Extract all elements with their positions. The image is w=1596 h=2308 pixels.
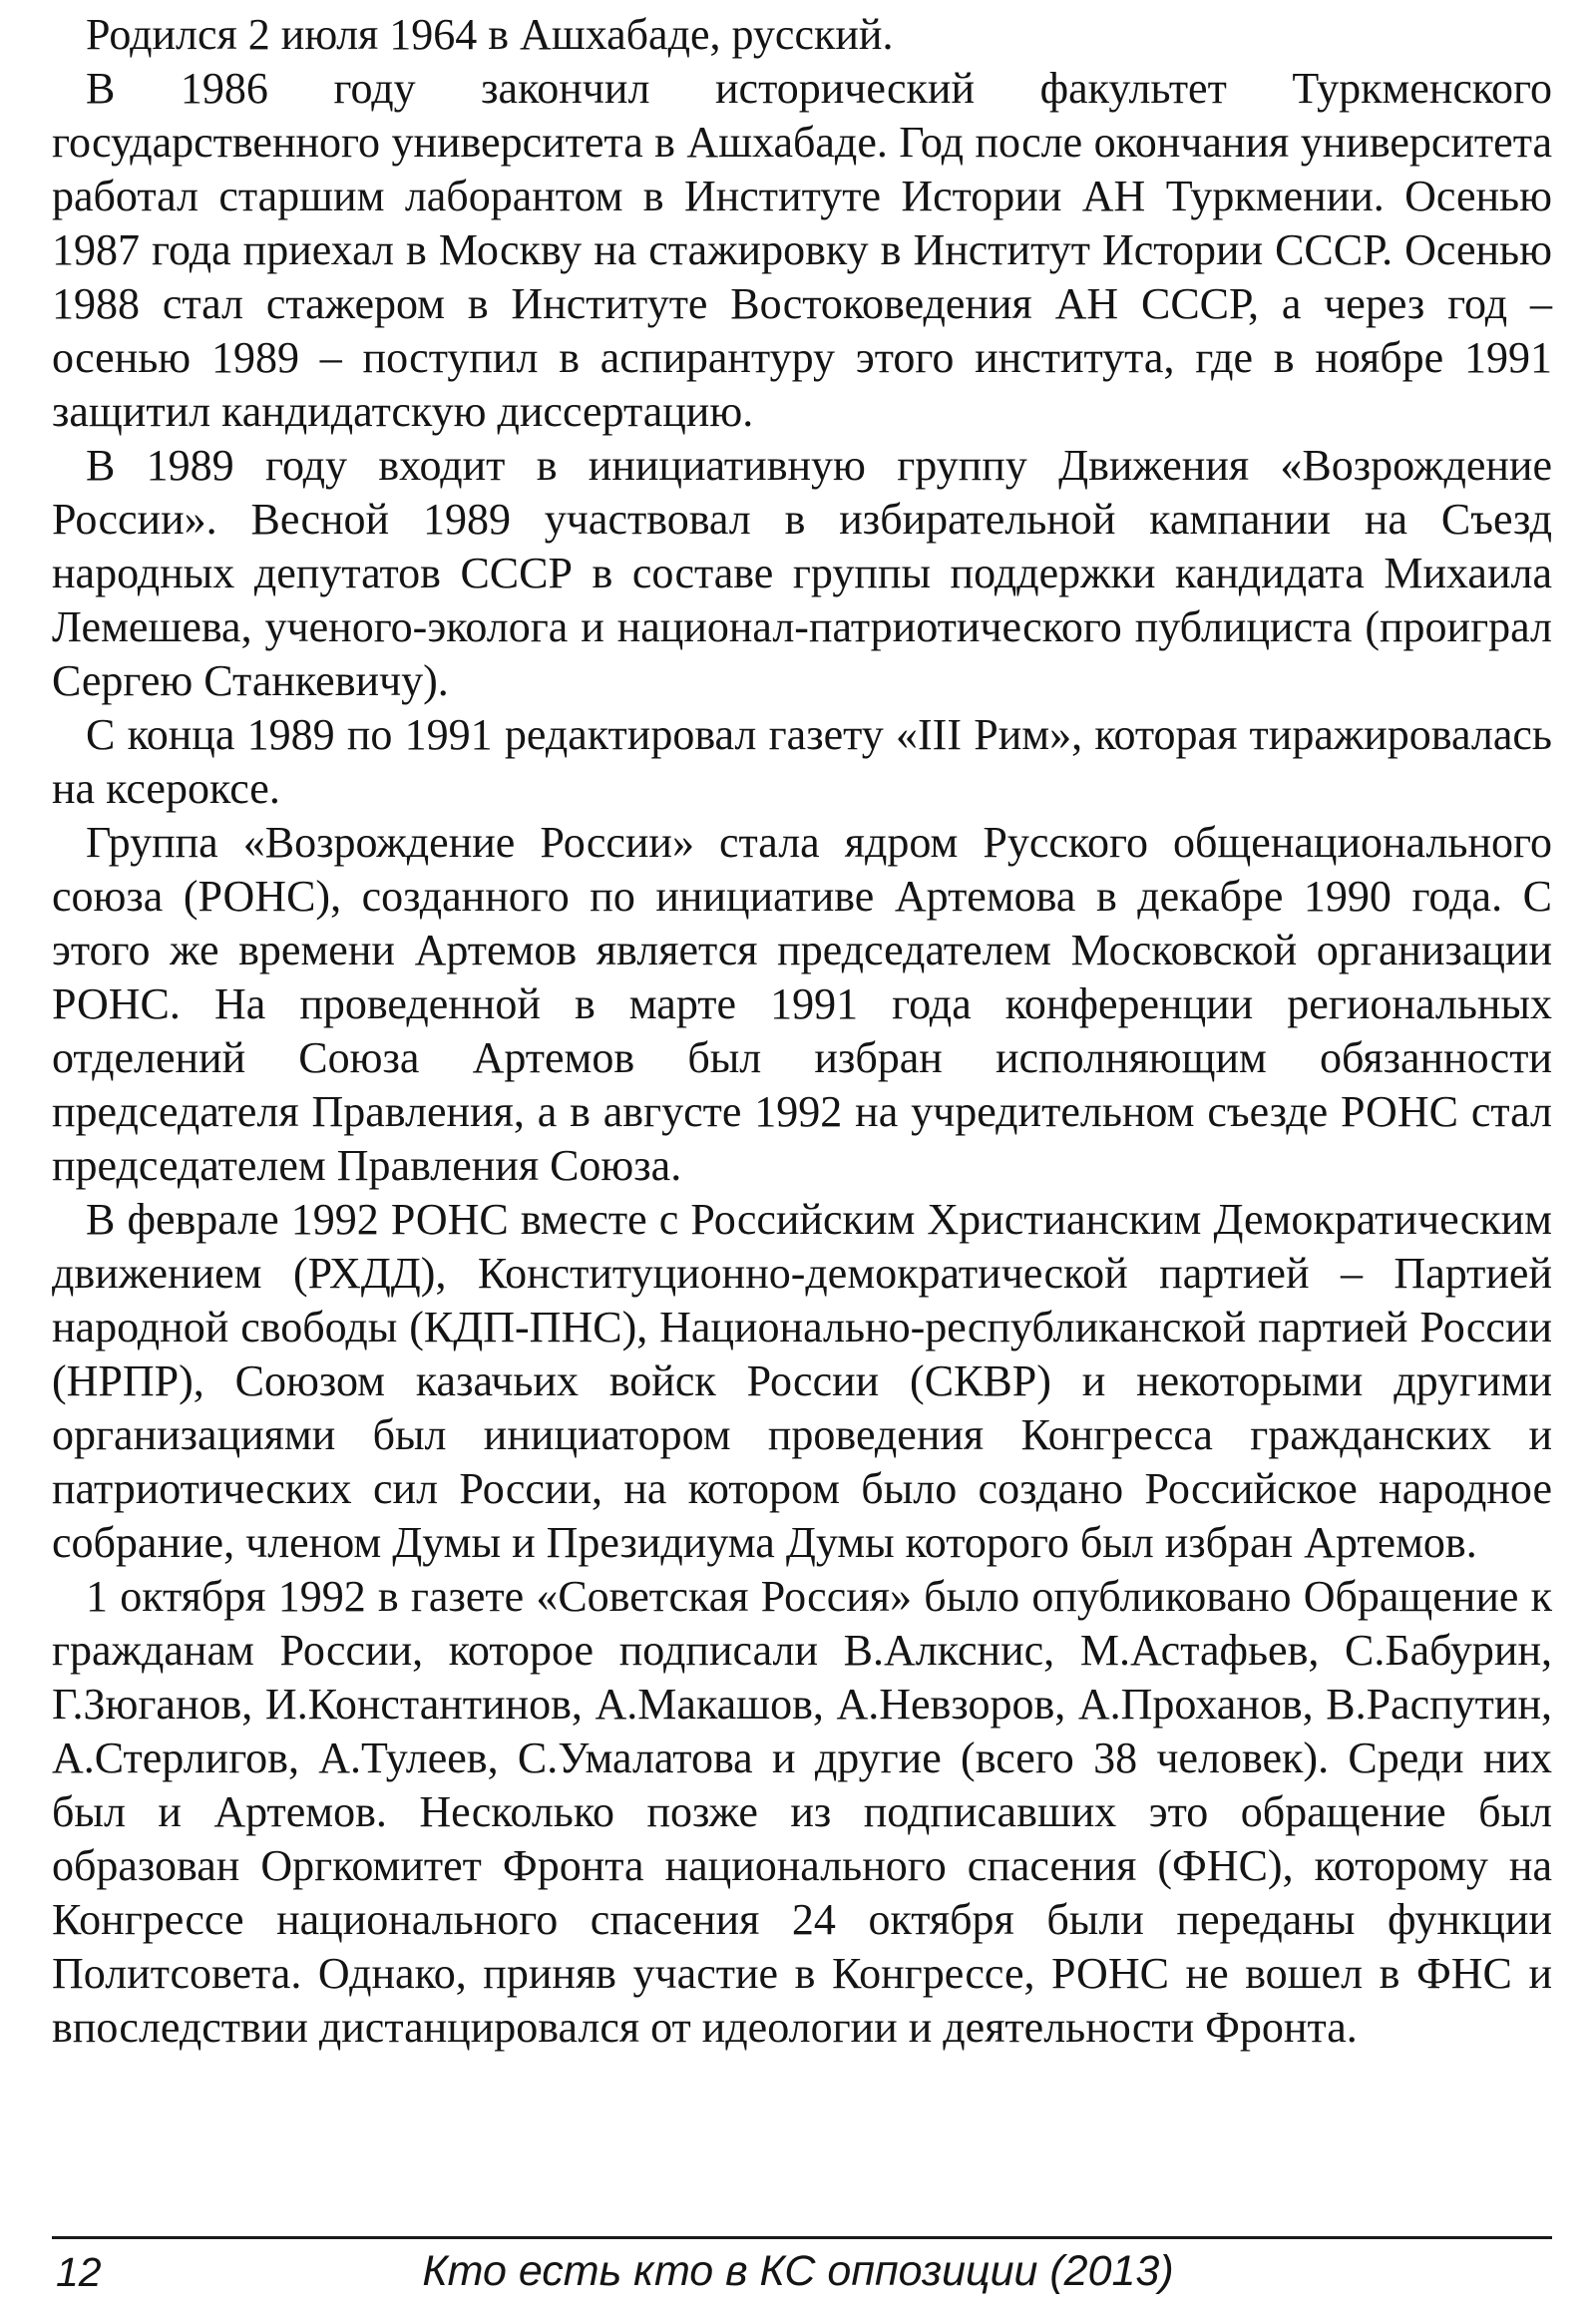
paragraph-birth: Родился 2 июля 1964 в Ашхабаде, русский.: [86, 10, 894, 59]
body-text: [52, 8, 1552, 2055]
page-number: 12: [56, 2249, 102, 2295]
paragraph-appeal: 1 октября 1992 в газете «Советская Россия» было опубликовано Обращение к гражданам России, которое подписали В.Алкснис, М.Астафьев, С.Бабурин, Г.Зюганов, И.Константинов, А.Макашов, А.Невзоров, А.Проханов, В.Распутин, А.Стерлигов, А.Тулеев, С.Умалатова и другие (всего 38 человек). Среди них был и Артемов. Несколько позже из подписавших это обращение был образован Оргкомитет Фронта национального спасения (ФНС), которому на Конгрессе национального спасения 24 октября были переданы функции Политсовета. Однако, приняв участие в Конгрессе, РОНС не вошел в ФНС и впоследствии дистанцировался от идеологии и деятельности Фронта.: [52, 1572, 1552, 2052]
running-title: Кто есть кто в КС оппозиции (2013): [422, 2247, 1174, 2295]
footer-divider: [52, 2236, 1552, 2239]
paragraph-rons: Группа «Возрождение России» стала ядром Русского общенационального союза (РОНС), созданного по инициативе Артемова в декабре 1990 года. С этого же времени Артемов является председателем Московской организации РОНС. На проведенной в марте 1991 года конференции региональных отделений Союза Артемов был избран исполняющим обязанности председателя Правления, а в августе 1992 на учредительном съезде РОНС стал председателем Правления Союза.: [52, 818, 1552, 1190]
paragraph-education: В 1986 году закончил исторический факультет Туркменского государственного университета в Ашхабаде. Год после окончания университета работал старшим лаборантом в Институте Истории АН Туркмении. Осенью 1987 года приехал в Москву на стажировку в Институт Истории СССР. Осенью 1988 стал стажером в Институте Востоковедения АН СССР, а через год – осенью 1989 – поступил в аспирантуру этого института, где в ноябре 1991 защитил кандидатскую диссертацию.: [52, 64, 1552, 436]
paragraph-vozrozhdenie: В 1989 году входит в инициативную группу Движения «Возрождение России». Весной 1989 участвовал в избирательной кампании на Съезд народных депутатов СССР в составе группы поддержки кандидата Михаила Лемешева, ученого-эколога и национал-патриотического публициста (проиграл Сергею Станкевичу).: [52, 441, 1552, 705]
paragraph-newspaper: С конца 1989 по 1991 редактировал газету «III Рим», которая тиражировалась на ксероксе.: [52, 710, 1552, 813]
paragraph-congress: В феврале 1992 РОНС вместе с Российским Христианским Демократическим движением (РХДД), Конституционно-демократической партией – Партией народной свободы (КДП-ПНС), Национально-республиканской партией России (НРПР), Союзом казачьих войск России (СКВР) и некоторыми другими организациями был инициатором проведения Конгресса гражданских и патриотических сил России, на котором было создано Российское народное собрание, членом Думы и Президиума Думы которого был избран Артемов.: [52, 1195, 1552, 1567]
